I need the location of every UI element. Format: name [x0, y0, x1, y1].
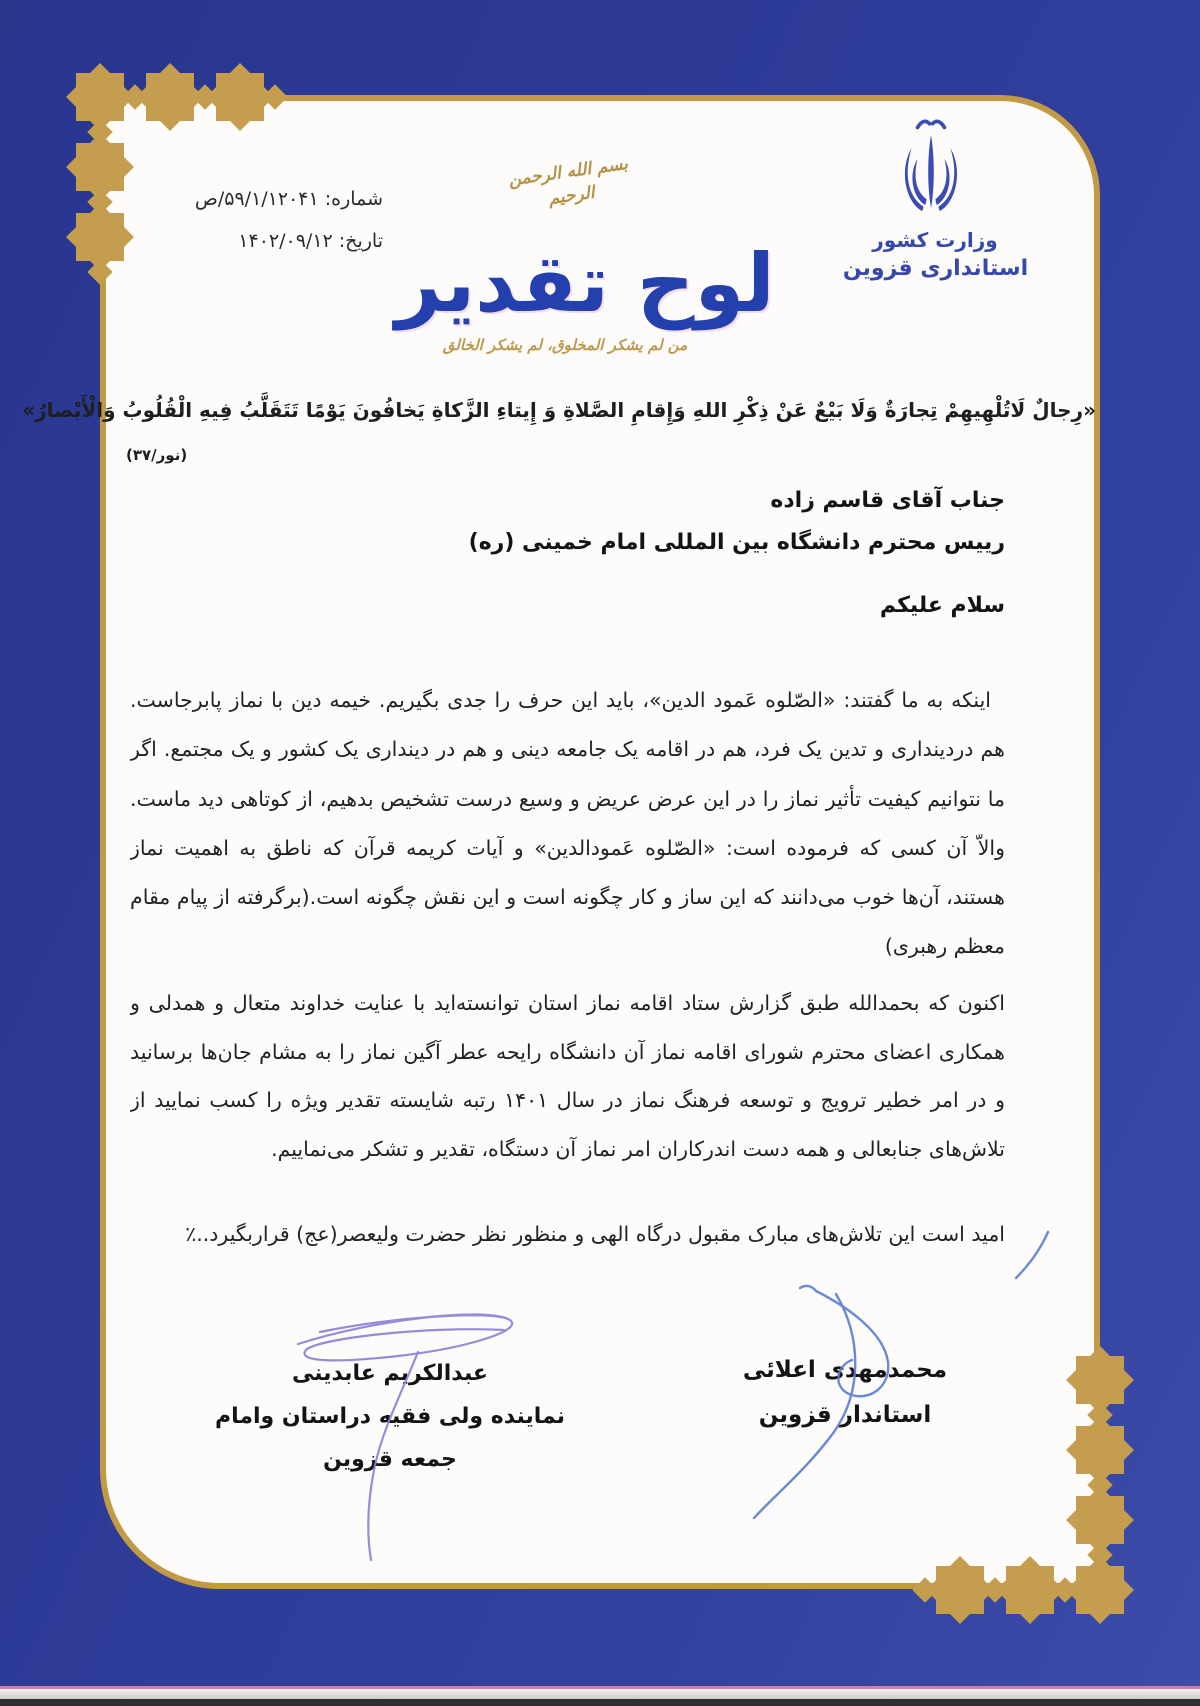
signer-title-representative: نماینده ولی فقیه دراستان وامام جمعه قزوین	[215, 1404, 565, 1472]
body-paragraph-1: اینکه به ما گفتند: «الصّلوه عَمود الدین»، باید این حرف را جدی بگیریم. خیمه دین با نماز پابرجاست. هم دردینداری و تدین یک فرد، هم در اقامه یک جامعه دینی و هم در دینداری یک کشور و یک مجتمع. اگر ما نتوانیم کیفیت تأثیر نماز را در این عرض عریض و وسیع درست تشخیص بدهیم، از کوتاهی دید ماست. والاّ آن کسی که فرموده است: «الصّلوه عَمودالدین» و آیات کریمه قرآن که ناطق به اهمیت نماز هستند، آن‌ها خوب می‌دانند که این ساز و کار چگونه است و این نقش چگونه است.(برگرفته از پیام مقام معظم رهبری)	[130, 688, 1005, 959]
signer-title-governor: استاندار قزوین	[758, 1402, 932, 1428]
ref-number-label: شماره:	[324, 188, 383, 210]
signature-block-governor	[700, 1348, 990, 1438]
page-title: لوح تقدیر	[395, 237, 775, 330]
basmala-text: بسم الله الرحمن الرحیم	[507, 154, 630, 210]
body-paragraph-2: اکنون که بحمدالله طبق گزارش ستاد اقامه نماز استان توانسته‌اید با عنایت خداوند متعال و همدلی و همکاری اعضای محترم شورای اقامه نماز آن دانشگاه رایحه عطر آگین نماز را به مشام جان‌ها برسانید و در امر خطیر ترویج و توسعه فرهنگ نماز در سال ۱۴۰۱ رتبه شایسته تقدیر ویژه را کسب نمایید از تلاش‌های جنابعالی و همه دست اندرکاران امر نماز آن دستگاه، تقدیر و تشکر می‌نماییم.	[130, 991, 1005, 1161]
recipient-title: رییس محترم دانشگاه بین المللی امام خمینی (ره)	[468, 530, 1005, 555]
org-governorate-line: استانداری قزوین	[842, 256, 1029, 281]
scan-edge-dark-strip	[0, 1699, 1200, 1706]
signature-block-representative	[212, 1352, 568, 1481]
title-motto: من لم یشکر المخلوق، لم یشکر الخالق	[442, 336, 688, 354]
signer-name-governor: محمدمهدی اعلائی	[742, 1357, 948, 1383]
signer-name-representative: عبدالکریم عابدینی	[292, 1361, 488, 1386]
scan-edge-light-strip	[0, 1689, 1200, 1699]
recipient-block	[405, 480, 1005, 564]
date-value: ۱۴۰۲/۰۹/۱۲	[238, 230, 333, 252]
salutation: سلام علیکم	[879, 593, 1005, 618]
iran-coat-of-arms-icon	[868, 114, 994, 226]
quran-verse-reference: (نور/۳۷)	[126, 446, 188, 464]
quran-verse: «رِجالٌ لَاتُلْهِيهِمْ تِجارَةٌ وَلَا بَيْعٌ عَنْ ذِكْرِ اللهِ وَإِقامِ الصَّلاةِ وَ إِيتاءِ الزَّكاةِ يَخافُونَ يَوْمًا تَتَقَلَّبُ فِيهِ الْقُلُوبُ وَالْأَبْصارُ»	[22, 398, 1096, 422]
ref-number-value: ۵۹/۱/۱۲۰۴۱/ص	[194, 188, 319, 210]
org-ministry-line: وزارت کشور	[872, 228, 998, 252]
date-label: تاریخ:	[338, 230, 383, 252]
body-paragraph-3: امید است این تلاش‌های مبارک مقبول درگاه الهی و منظور نظر حضرت ولیعصر(عج) قراربگیرد..٪	[185, 1222, 1005, 1246]
recipient-name: جناب آقای قاسم زاده	[770, 488, 1005, 513]
ref-number-line	[138, 178, 383, 220]
